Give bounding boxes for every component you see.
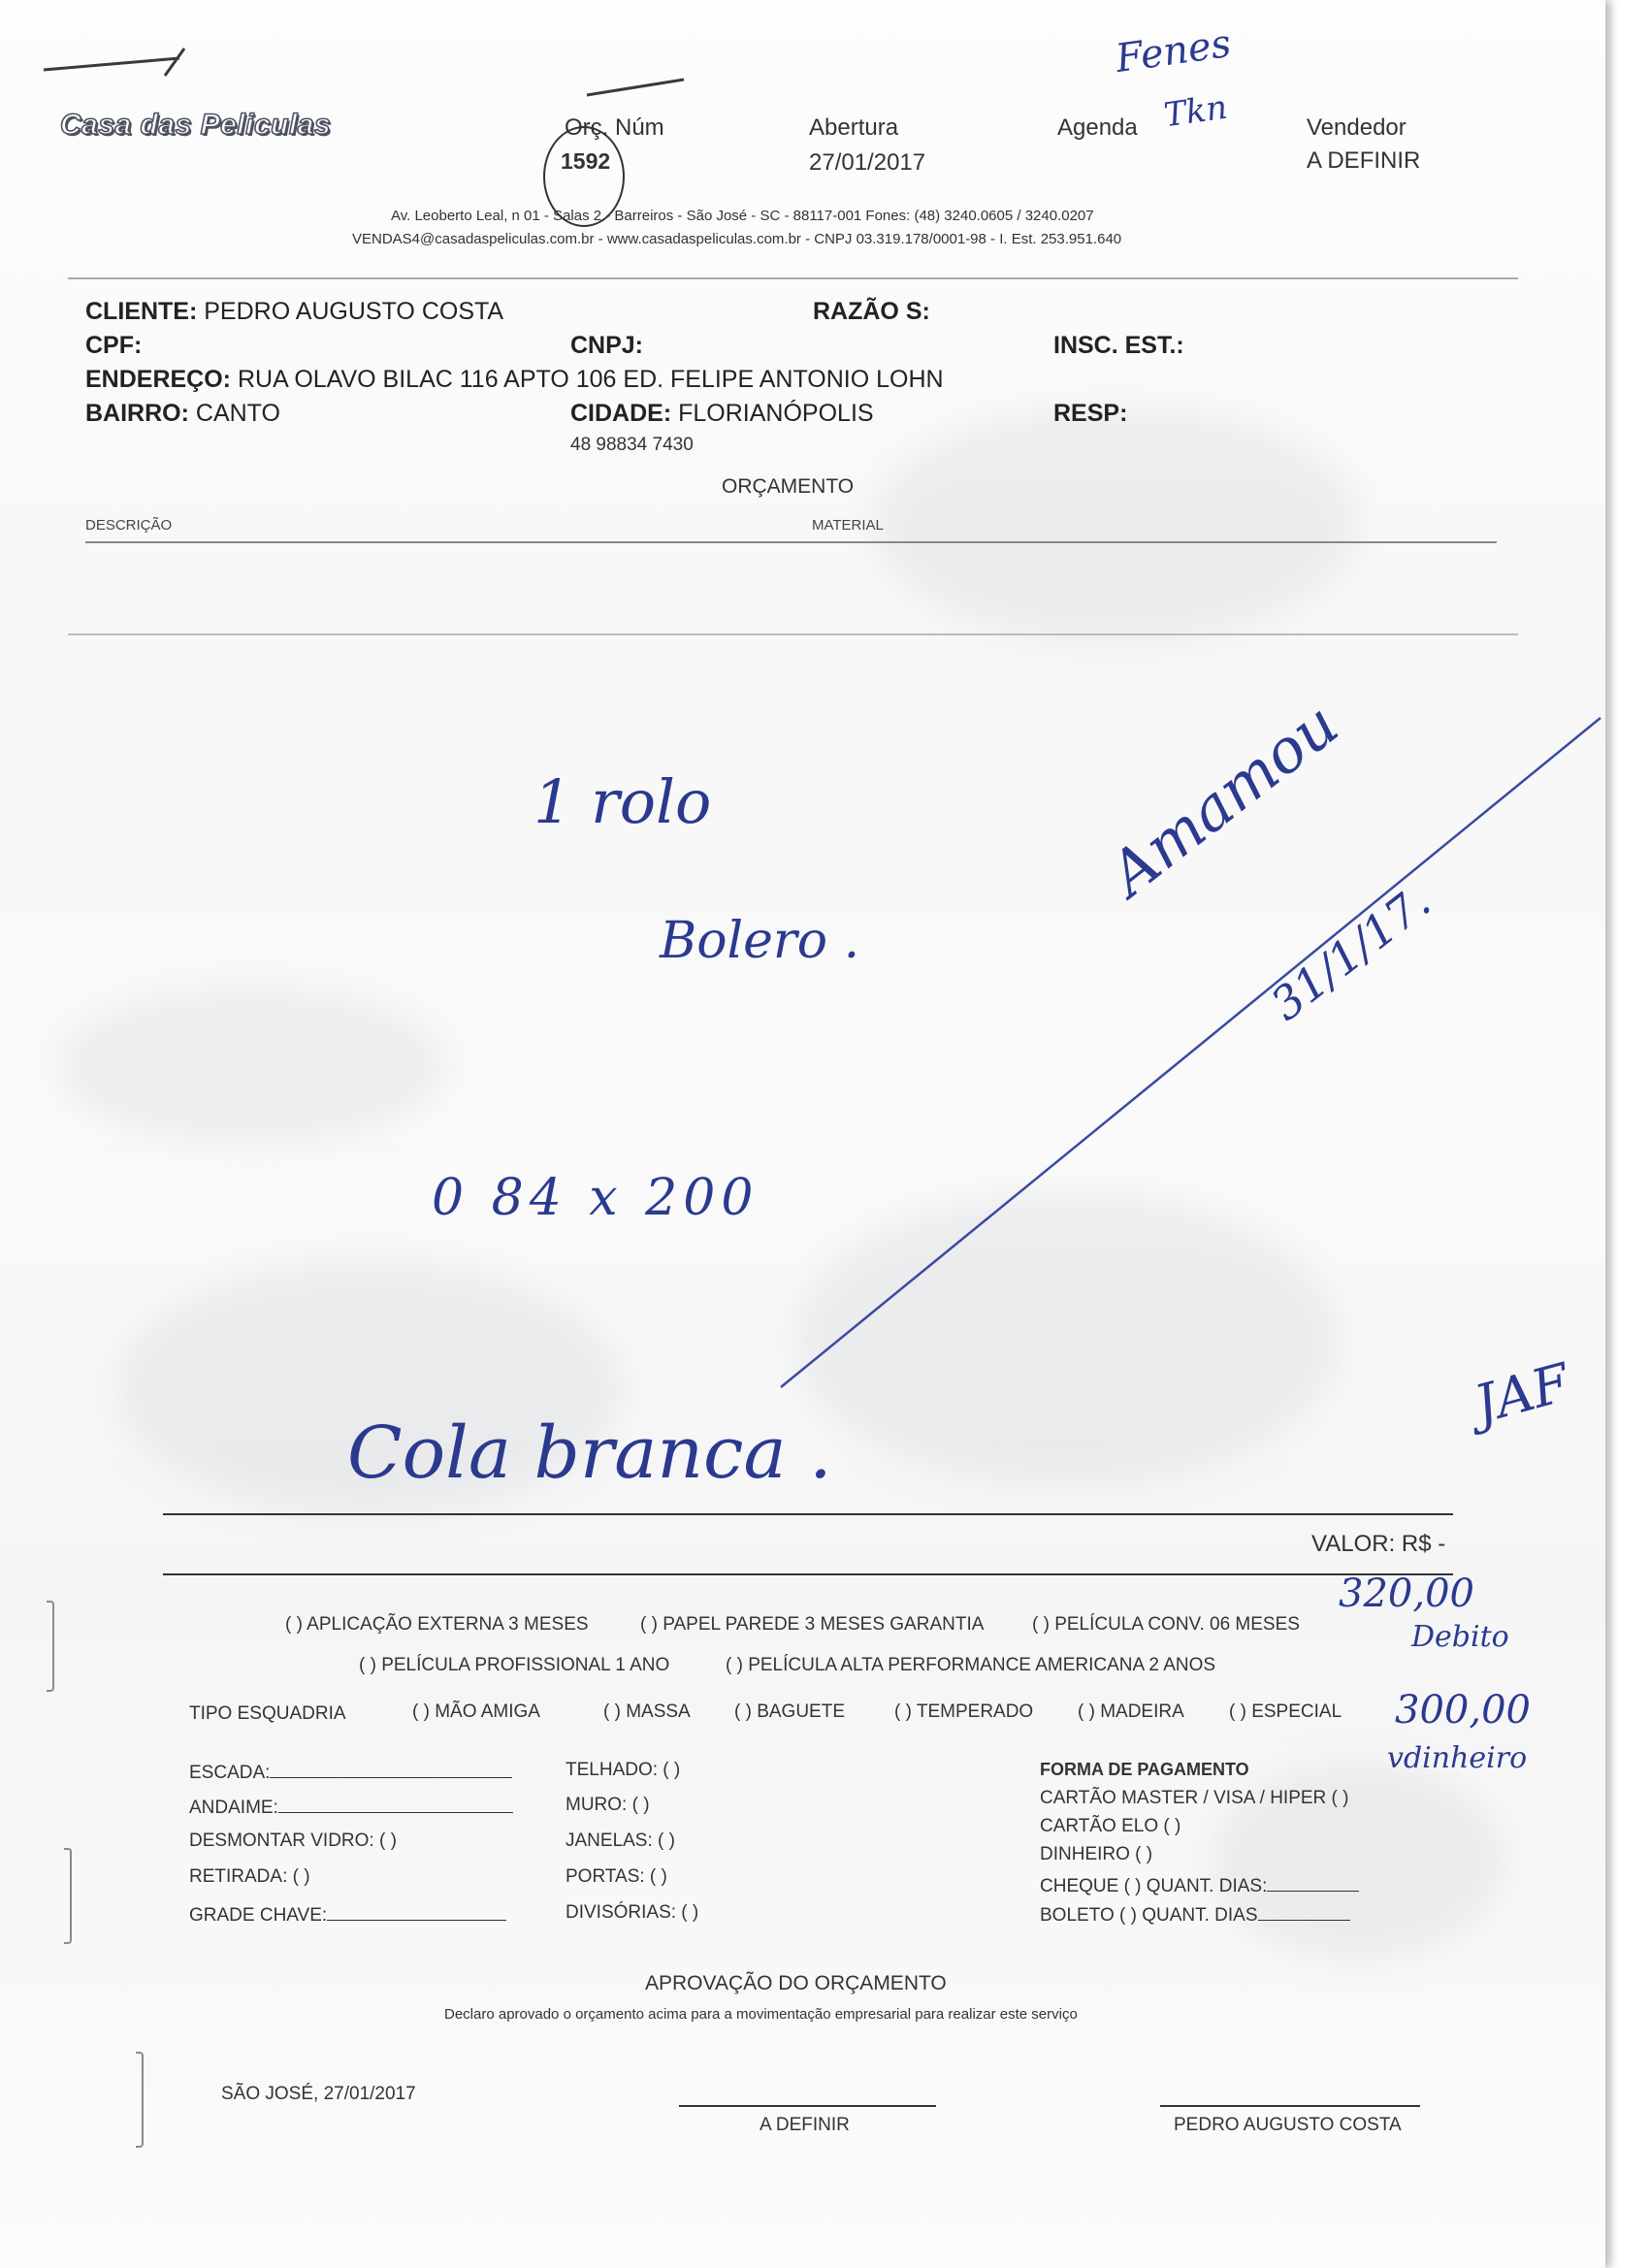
- tipo-massa[interactable]: ( ) MASSA: [603, 1701, 691, 1722]
- signature-line-left: [679, 2105, 936, 2107]
- material-label: MATERIAL: [812, 517, 884, 534]
- field-escada-line: [270, 1760, 512, 1778]
- cnpj-label: CNPJ:: [570, 332, 644, 359]
- option-aplicacao-externa[interactable]: ( ) APLICAÇÃO EXTERNA 3 MESES: [285, 1614, 589, 1635]
- field-desmontar-vidro[interactable]: DESMONTAR VIDRO: ( ): [189, 1831, 397, 1851]
- staple-mark: [136, 2052, 144, 2148]
- bairro-value: CANTO: [195, 400, 280, 427]
- abertura-date: 27/01/2017: [809, 149, 926, 176]
- vendedor-value: A DEFINIR: [1307, 147, 1421, 174]
- handwritten-price-note: Debito: [1411, 1620, 1509, 1654]
- field-escada[interactable]: [189, 1760, 512, 1784]
- tipo-especial[interactable]: ( ) ESPECIAL: [1229, 1701, 1342, 1722]
- field-andaime[interactable]: [189, 1795, 513, 1819]
- table-header-rule: [85, 541, 1497, 543]
- field-andaime-label: ANDAIME:: [189, 1798, 278, 1818]
- tipo-mao-amiga[interactable]: ( ) MÃO AMIGA: [412, 1701, 540, 1722]
- bairro-row: [85, 400, 280, 428]
- field-telhado[interactable]: TELHADO: ( ): [566, 1760, 681, 1780]
- orc-number: 1592: [561, 148, 611, 174]
- field-portas[interactable]: PORTAS: ( ): [566, 1866, 667, 1887]
- tipo-baguete[interactable]: ( ) BAGUETE: [734, 1701, 846, 1722]
- valor-bottom-rule: [163, 1573, 1453, 1575]
- option-papel-parede[interactable]: ( ) PAPEL PAREDE 3 MESES GARANTIA: [640, 1614, 985, 1635]
- staple-mark: [47, 1601, 54, 1692]
- client-phone: 48 98834 7430: [570, 435, 694, 455]
- signature-line-right: [1160, 2105, 1420, 2107]
- cpf-label: CPF:: [85, 332, 143, 359]
- resp-label: RESP:: [1053, 400, 1128, 427]
- approval-title: APROVAÇÃO DO ORÇAMENTO: [645, 1972, 947, 1994]
- table-body-rule: [68, 633, 1518, 635]
- insc-est-label: INSC. EST.:: [1053, 332, 1184, 359]
- endereco-value: RUA OLAVO BILAC 116 APTO 106 ED. FELIPE ANTONIO LOHN: [237, 366, 944, 393]
- handwritten-price: 300,00: [1395, 1688, 1531, 1733]
- descricao-label: DESCRIÇÃO: [85, 517, 173, 534]
- field-divisorias[interactable]: DIVISÓRIAS: ( ): [566, 1902, 699, 1923]
- cidade-row: [570, 400, 874, 428]
- handwritten-line: Cola branca .: [347, 1411, 832, 1495]
- payment-title: FORMA DE PAGAMENTO: [1040, 1760, 1249, 1779]
- paper-smudge: [58, 989, 446, 1145]
- paper-smudge: [873, 407, 1358, 640]
- cidade-value: FLORIANÓPOLIS: [678, 400, 874, 427]
- field-grade-chave-line: [327, 1902, 506, 1921]
- payment-boleto-line: [1258, 1902, 1350, 1921]
- pen-stroke: [39, 39, 194, 87]
- payment-cheque-label: CHEQUE ( ) QUANT. DIAS:: [1040, 1876, 1268, 1896]
- tipo-madeira[interactable]: ( ) MADEIRA: [1078, 1701, 1184, 1722]
- field-muro[interactable]: MURO: ( ): [566, 1795, 650, 1815]
- cliente-label: CLIENTE:: [85, 298, 198, 325]
- staple-mark: [64, 1848, 72, 1944]
- handwritten-initials: JAF: [1468, 1351, 1576, 1436]
- field-grade-chave-label: GRADE CHAVE:: [189, 1905, 328, 1926]
- header-divider: [68, 277, 1518, 279]
- option-pelicula-conv[interactable]: ( ) PELÍCULA CONV. 06 MESES: [1032, 1614, 1300, 1635]
- handwritten-line: 0 84 x 200: [432, 1169, 760, 1227]
- field-andaime-line: [278, 1795, 513, 1813]
- payment-cartao-elo[interactable]: CARTÃO ELO ( ): [1040, 1816, 1181, 1836]
- razao-label: RAZÃO S:: [813, 298, 930, 325]
- payment-cartao-master[interactable]: CARTÃO MASTER / VISA / HIPER ( ): [1040, 1788, 1349, 1808]
- cliente-row: [85, 298, 503, 326]
- signature-right-name: PEDRO AUGUSTO COSTA: [1174, 2115, 1402, 2135]
- handwritten-line: 1 rolo: [534, 766, 712, 837]
- field-janelas[interactable]: JANELAS: ( ): [566, 1831, 675, 1851]
- payment-dinheiro[interactable]: DINHEIRO ( ): [1040, 1844, 1153, 1864]
- agenda-label: Agenda: [1057, 114, 1138, 141]
- field-escada-label: ESCADA:: [189, 1763, 271, 1783]
- agenda-handwritten-note: Fenes: [1113, 20, 1234, 82]
- payment-boleto-label: BOLETO ( ) QUANT. DIAS: [1040, 1905, 1258, 1926]
- vendedor-label: Vendedor: [1307, 114, 1406, 141]
- endereco-label: ENDEREÇO:: [85, 366, 232, 393]
- payment-cheque[interactable]: [1040, 1873, 1359, 1897]
- option-pelicula-profissional[interactable]: ( ) PELÍCULA PROFISSIONAL 1 ANO: [359, 1655, 670, 1675]
- tipo-temperado[interactable]: ( ) TEMPERADO: [894, 1701, 1034, 1722]
- option-pelicula-alta-performance[interactable]: ( ) PELÍCULA ALTA PERFORMANCE AMERICANA 2 ANOS: [726, 1655, 1216, 1675]
- valor-label: VALOR: R$ -: [1311, 1531, 1446, 1557]
- valor-top-rule: [163, 1513, 1453, 1515]
- company-logo: Casa das Peliculas: [60, 109, 332, 141]
- field-grade-chave[interactable]: [189, 1902, 506, 1927]
- cliente-value: PEDRO AUGUSTO COSTA: [204, 298, 504, 325]
- payment-boleto[interactable]: [1040, 1902, 1350, 1927]
- pen-stroke: [582, 68, 698, 107]
- handwritten-price-note: vdinheiro: [1387, 1741, 1528, 1775]
- handwritten-diagonal-date: 31/1/17.: [1261, 874, 1440, 1031]
- company-contact: VENDAS4@casadaspeliculas.com.br - www.casadaspeliculas.com.br - CNPJ 03.319.178/0001-98 - I. Est. 253.951.640: [352, 231, 1122, 247]
- payment-cheque-line: [1267, 1873, 1359, 1892]
- endereco-row: [85, 366, 944, 394]
- abertura-label: Abertura: [809, 114, 899, 141]
- orcamento-title: ORÇAMENTO: [722, 475, 855, 498]
- approval-text: Declaro aprovado o orçamento acima para a movimentação empresarial para realizar este serviço: [444, 2006, 1078, 2023]
- cidade-label: CIDADE:: [570, 400, 672, 427]
- handwritten-diagonal-note: Amamou: [1096, 688, 1351, 910]
- agenda-handwritten-note: Tkn: [1161, 87, 1230, 136]
- signature-left-name: A DEFINIR: [760, 2115, 850, 2135]
- bairro-label: BAIRRO:: [85, 400, 189, 427]
- company-address: Av. Leoberto Leal, n 01 - Salas 2 - Barreiros - São José - SC - 88117-001 Fones: (48) 3240.0605 / 3240.0207: [391, 208, 1094, 224]
- approval-place-date: SÃO JOSÉ, 27/01/2017: [221, 2084, 416, 2104]
- handwritten-line: Bolero .: [660, 912, 860, 970]
- field-retirada[interactable]: RETIRADA: ( ): [189, 1866, 310, 1887]
- handwritten-price: 320,00: [1339, 1571, 1474, 1616]
- tipo-esquadria-label: TIPO ESQUADRIA: [189, 1703, 346, 1724]
- orc-number-label: Orç. Núm: [565, 114, 664, 141]
